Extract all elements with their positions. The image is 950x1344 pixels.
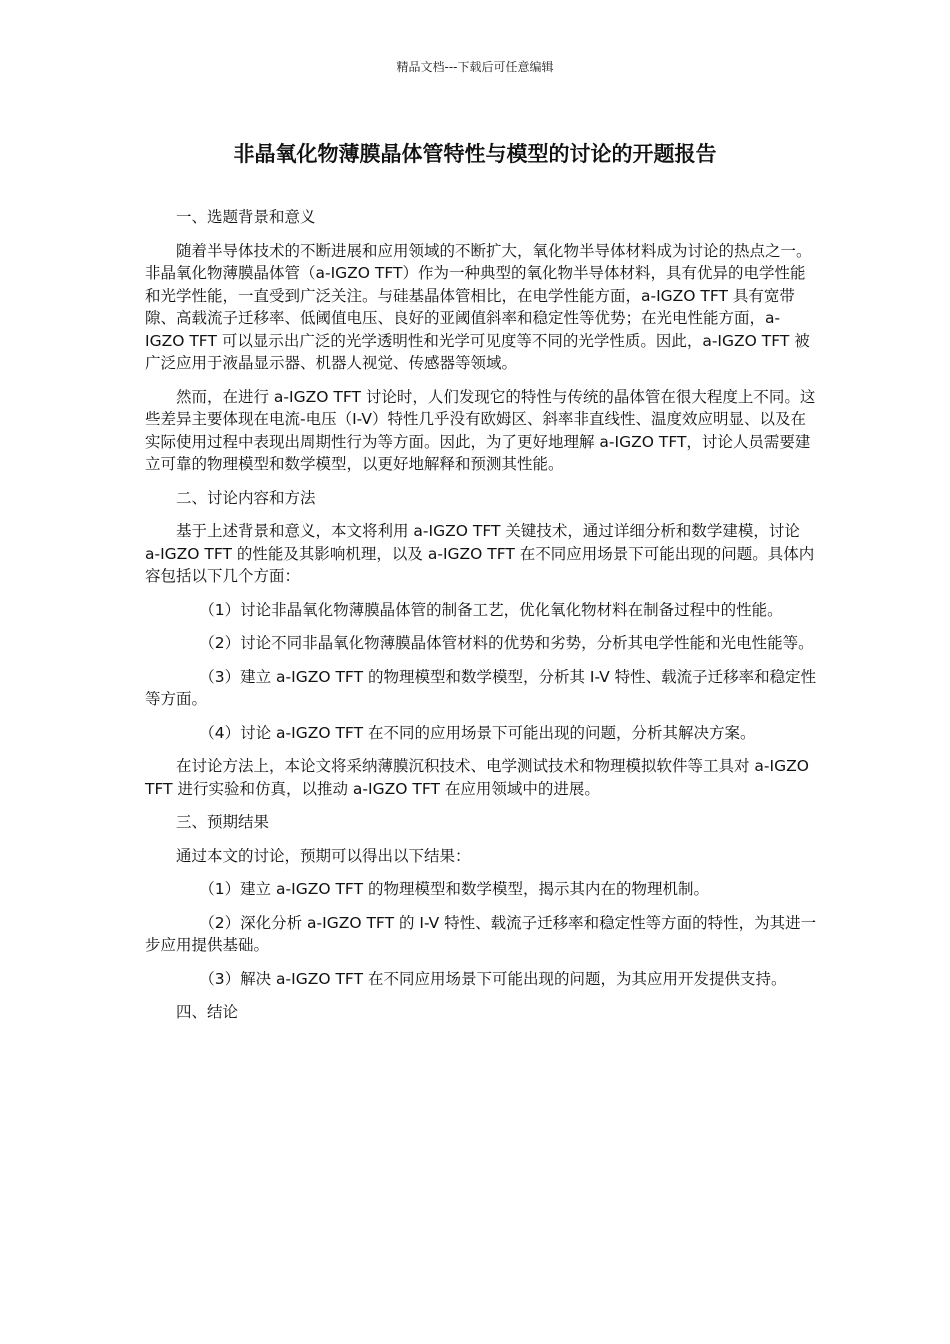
list-item-content-2: （2）讨论不同非晶氧化物薄膜晶体管材料的优势和劣势，分析其电学性能和光电性能等。 — [199, 634, 814, 652]
list-item-content-3: （3）建立 a-IGZO TFT 的物理模型和数学模型，分析其 I-V 特性、载流子迁移率和稳定性等方面。 — [145, 667, 817, 708]
list-item-result-1: （1）建立 a-IGZO TFT 的物理模型和数学模型，揭示其内在的物理机制。 — [199, 880, 709, 898]
page-header: 精品文档---下载后可任意编辑 — [396, 60, 554, 74]
paragraph-background-1: 随着半导体技术的不断进展和应用领域的不断扩大，氧化物半导体材料成为讨论的热点之一。非晶氧化物薄膜晶体管（a-IGZO TFT）作为一种典型的氧化物半导体材料，具有优异的电学性能和光学性能，一直受到广泛关注。与硅基晶体管相比，在电学性能方面，a-IGZO TFT 具有宽带隙、高载流子迁移率、低阈值电压、良好的亚阈值斜率和稳定性等优势；在光电性能方面，a-IGZO TFT 可以显示出广泛的光学透明性和光学可见度等不同的光学性质。因此，a-IGZO TFT 被广泛应用于液晶显示器、机器人视觉、传感器等领域。 — [145, 241, 812, 372]
section-heading-content-methods: 二、讨论内容和方法 — [176, 488, 316, 507]
paragraph-results-intro: 通过本文的讨论，预期可以得出以下结果： — [176, 846, 471, 865]
list-item-content-4: （4）讨论 a-IGZO TFT 在不同的应用场景下可能出现的问题，分析其解决方案。 — [199, 723, 756, 742]
document-title: 非晶氧化物薄膜晶体管特性与模型的讨论的开题报告 — [233, 142, 717, 166]
list-item-result-3: （3）解决 a-IGZO TFT 在不同应用场景下可能出现的问题，为其应用开发提供支持。 — [199, 969, 787, 988]
paragraph-methods: 在讨论方法上，本论文将采纳薄膜沉积技术、电学测试技术和物理模拟软件等工具对 a-IGZO TFT 进行实验和仿真，以推动 a-IGZO TFT 在应用领域中的进展。 — [145, 757, 809, 798]
section-heading-background: 一、选题背景和意义 — [176, 208, 316, 226]
section-heading-expected-results: 三、预期结果 — [176, 813, 270, 831]
document-body — [145, 206, 817, 1035]
list-item-result-2: （2）深化分析 a-IGZO TFT 的 I-V 特性、载流子迁移率和稳定性等方面的特性，为其进一步应用提供基础。 — [145, 913, 817, 954]
section-heading-conclusion: 四、结论 — [176, 1003, 239, 1021]
paragraph-content-intro: 基于上述背景和意义，本文将利用 a-IGZO TFT 关键技术，通过详细分析和数学建模，讨论 a-IGZO TFT 的性能及其影响机理，以及 a-IGZO TFT 在不同应用场景下可能出现的问题。具体内容包括以下几个方面： — [145, 522, 815, 585]
paragraph-background-2: 然而，在进行 a-IGZO TFT 讨论时，人们发现它的特性与传统的晶体管在很大程度上不同。这些差异主要体现在电流-电压（I-V）特性几乎没有欧姆区、斜率非直线性、温度效应明显、以及在实际使用过程中表现出周期性行为等方面。因此，为了更好地理解 a-IGZO TFT，讨论人员需要建立可靠的物理模型和数学模型，以更好地解释和预测其性能。 — [145, 387, 816, 473]
list-item-content-1: （1）讨论非晶氧化物薄膜晶体管的制备工艺，优化氧化物材料在制备过程中的性能。 — [199, 600, 783, 619]
